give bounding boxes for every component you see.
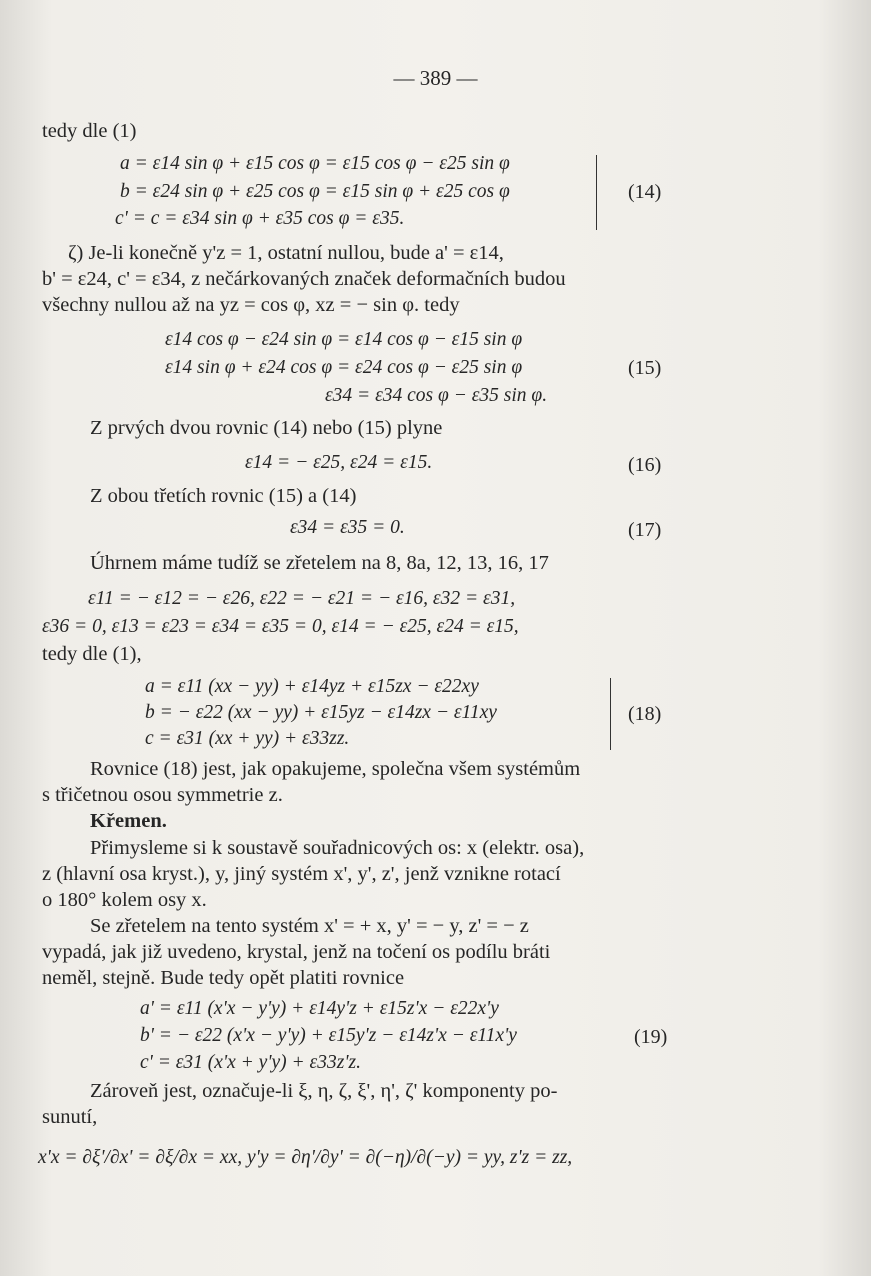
text-line: neměl, stejně. Bude tedy opět platiti rovnice bbox=[42, 967, 405, 989]
text-line: Přimysleme si k soustavě souřadnicových os: x (elektr. osa), bbox=[90, 837, 585, 859]
text-line: Z prvých dvou rovnic (14) nebo (15) plyne bbox=[90, 417, 443, 439]
page-number: — 389 — bbox=[393, 66, 478, 90]
equation-19-line-2: b' = − ε22 (x'x − y'y) + ε15y'z − ε14z'x − ε11x'y bbox=[140, 1025, 517, 1046]
equation-17: ε34 = ε35 = 0. bbox=[290, 517, 405, 538]
text-line: Rovnice (18) jest, jak opakujeme, společna všem systémům bbox=[90, 758, 581, 780]
equation-number-15: (15) bbox=[628, 357, 662, 379]
equation-number-17: (17) bbox=[628, 519, 662, 541]
equation-14-line-2: b = ε24 sin φ + ε25 cos φ = ε15 sin φ + ε25 cos φ bbox=[120, 181, 510, 202]
text-line: Zároveň jest, označuje-li ξ, η, ζ, ξ', η', ζ' komponenty po- bbox=[90, 1080, 558, 1102]
equation-19-line-1: a' = ε11 (x'x − y'y) + ε14y'z + ε15z'x − ε22x'y bbox=[140, 998, 499, 1019]
text-line: tedy dle (1) bbox=[42, 120, 137, 142]
equation-number-18: (18) bbox=[628, 703, 662, 725]
text-line: všechny nullou až na yz = cos φ, xz = − sin φ. tedy bbox=[42, 294, 460, 316]
equation-19-line-3: c' = ε31 (x'x + y'y) + ε33z'z. bbox=[140, 1052, 361, 1073]
equation-last: x'x = ∂ξ'/∂x' = ∂ξ/∂x = xx, y'y = ∂η'/∂y' = ∂(−η)/∂(−y) = yy, z'z = zz, bbox=[38, 1147, 573, 1168]
equation-18-line-3: c = ε31 (xx + yy) + ε33zz. bbox=[145, 728, 350, 749]
equation-number-14: (14) bbox=[628, 181, 662, 203]
text-line: vypadá, jak již uvedeno, krystal, jenž na točení os podílu bráti bbox=[42, 941, 551, 963]
equation-16: ε14 = − ε25, ε24 = ε15. bbox=[245, 452, 433, 473]
brace-14 bbox=[596, 155, 597, 230]
text-line: Úhrnem máme tudíž se zřetelem na 8, 8a, 12, 13, 16, 17 bbox=[90, 552, 549, 574]
equation-14-line-3: c' = c = ε34 sin φ + ε35 cos φ = ε35. bbox=[115, 208, 405, 229]
identities-line-2: ε36 = 0, ε13 = ε23 = ε34 = ε35 = 0, ε14 = − ε25, ε24 = ε15, bbox=[42, 616, 519, 637]
section-heading: Křemen. bbox=[90, 810, 167, 832]
equation-15-line-1: ε14 cos φ − ε24 sin φ = ε14 cos φ − ε15 sin φ bbox=[165, 329, 523, 350]
equation-14-line-1: a = ε14 sin φ + ε15 cos φ = ε15 cos φ − ε25 sin φ bbox=[120, 153, 510, 174]
text-line: Se zřetelem na tento systém x' = + x, y' = − y, z' = − z bbox=[90, 915, 529, 937]
equation-number-19: (19) bbox=[634, 1026, 668, 1048]
text-line: o 180° kolem osy x. bbox=[42, 889, 207, 911]
equation-15-line-2: ε14 sin φ + ε24 cos φ = ε24 cos φ − ε25 sin φ bbox=[165, 357, 523, 378]
brace-18 bbox=[610, 678, 611, 750]
text-line: tedy dle (1), bbox=[42, 643, 142, 665]
text-line: Z obou třetích rovnic (15) a (14) bbox=[90, 485, 357, 507]
text-line: s třičetnou osou symmetrie z. bbox=[42, 784, 283, 806]
equation-15-line-3: ε34 = ε34 cos φ − ε35 sin φ. bbox=[325, 385, 548, 406]
equation-number-16: (16) bbox=[628, 454, 662, 476]
equation-18-line-1: a = ε11 (xx − yy) + ε14yz + ε15zx − ε22xy bbox=[145, 676, 479, 697]
text-line: b' = ε24, c' = ε34, z nečárkovaných značek deformačních budou bbox=[42, 268, 566, 290]
text-line: z (hlavní osa kryst.), y, jiný systém x', y', z', jenž vznikne rotací bbox=[42, 863, 561, 885]
equation-18-line-2: b = − ε22 (xx − yy) + ε15yz − ε14zx − ε11xy bbox=[145, 702, 497, 723]
text-line: sunutí, bbox=[42, 1106, 98, 1128]
identities-line-1: ε11 = − ε12 = − ε26, ε22 = − ε21 = − ε16, ε32 = ε31, bbox=[88, 588, 516, 609]
text-line: ζ) Je-li konečně y'z = 1, ostatní nullou, bude a' = ε14, bbox=[68, 242, 504, 264]
